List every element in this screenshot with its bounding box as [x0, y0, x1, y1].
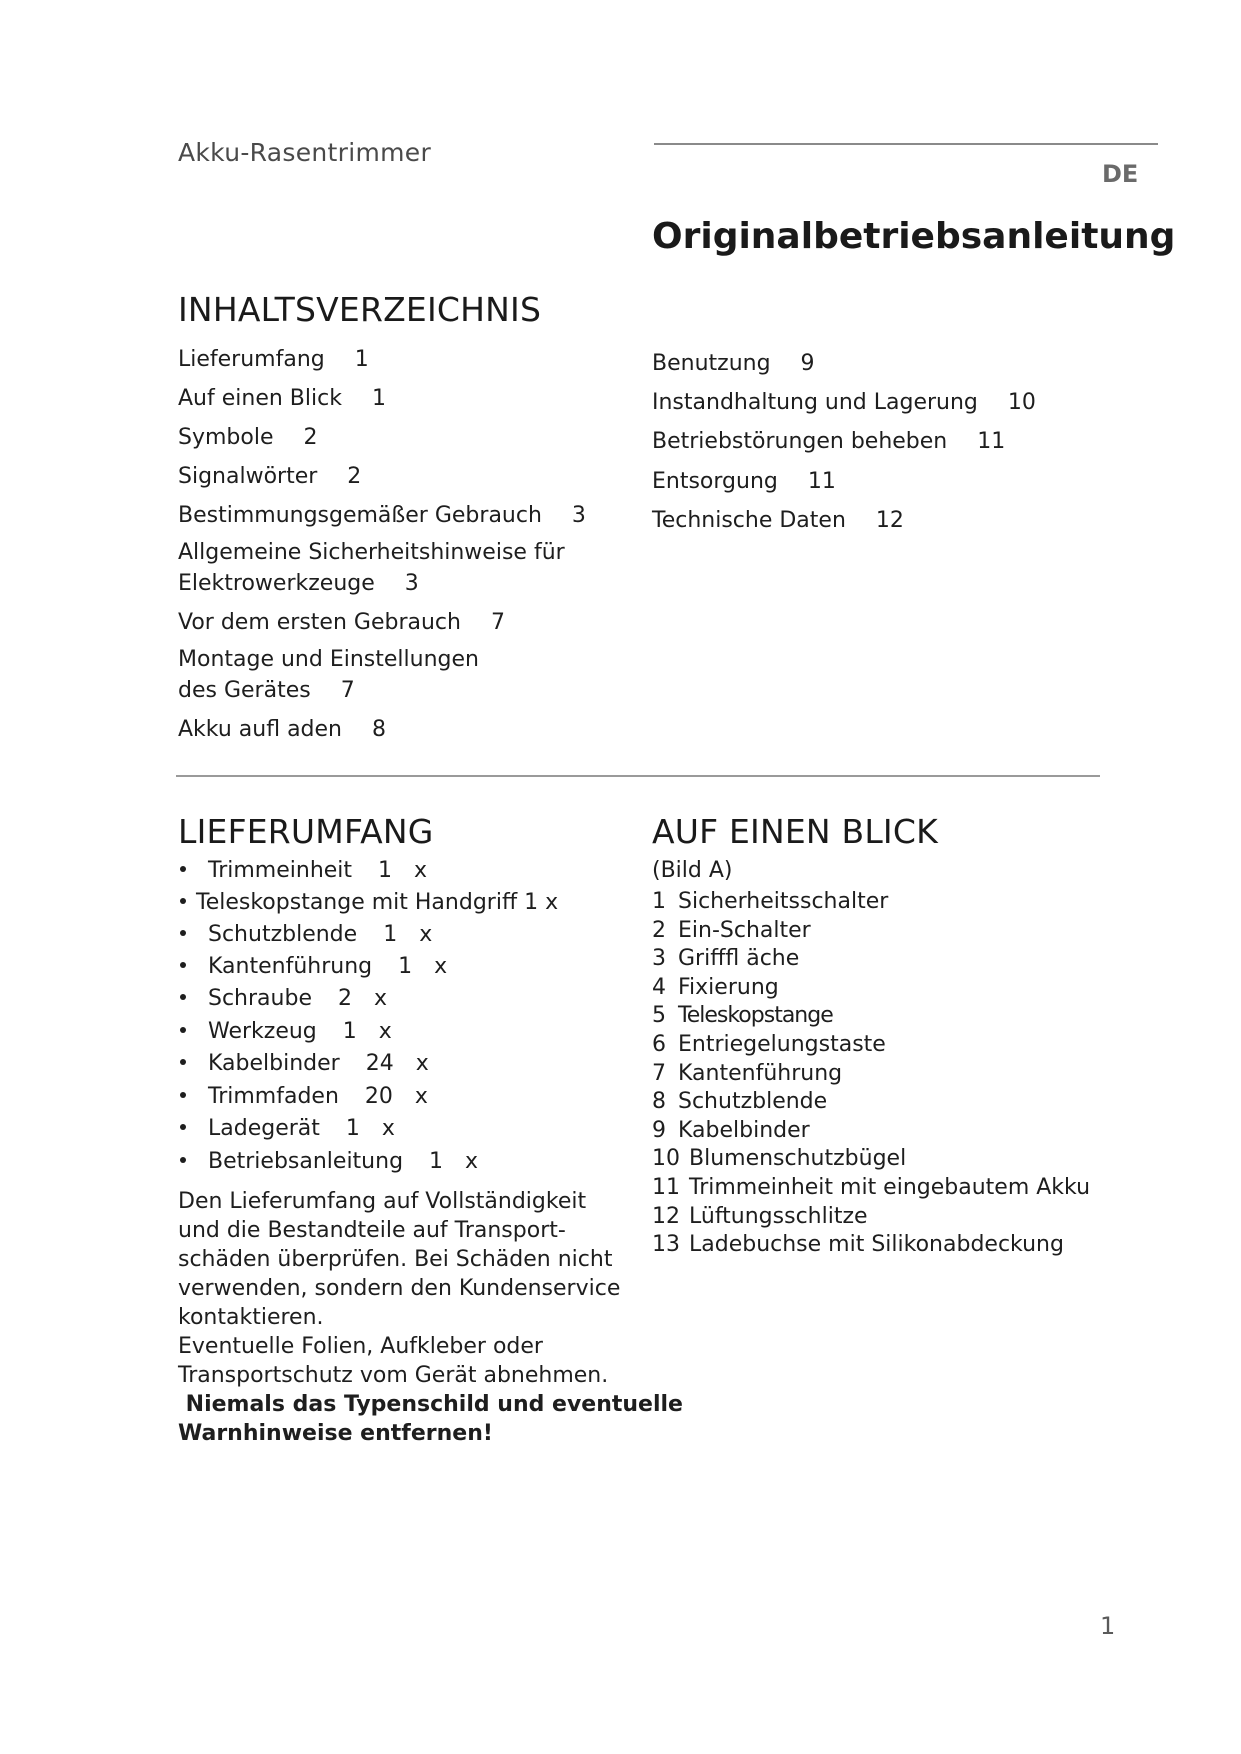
instruction-line: Transportschutz vom Gerät abnehmen. — [178, 1363, 609, 1388]
instruction-line: kontaktieren. — [178, 1305, 324, 1330]
toc-entry[interactable]: Akku aufl aden 8 — [178, 717, 386, 742]
toc-entry[interactable]: Allgemeine Sicherheitshinweise für — [178, 540, 565, 565]
toc-entry[interactable]: Symbole 2 — [178, 425, 318, 450]
part-item: 1 Sicherheitsschalter — [652, 889, 889, 914]
figure-reference: (Bild A) — [652, 858, 733, 883]
bullet-icon — [180, 1124, 186, 1130]
part-item: 8 Schutzblende — [652, 1089, 828, 1114]
part-item: 5 Teleskopstange — [652, 1003, 833, 1028]
warning-line: Warnhinweise entfernen! — [178, 1421, 493, 1446]
lieferumfang-heading: LIEFERUMFANG — [178, 812, 434, 851]
bullet-icon — [180, 962, 186, 968]
section-divider — [176, 775, 1100, 777]
toc-entry[interactable]: Instandhaltung und Lagerung 10 — [652, 390, 1036, 415]
product-name: Akku-Rasentrimmer — [178, 138, 432, 167]
part-item: 4 Fixierung — [652, 975, 779, 1000]
part-item: 10 Blumenschutzbügel — [652, 1146, 907, 1171]
instruction-line: Eventuelle Folien, Aufkleber oder — [178, 1334, 543, 1359]
list-item: Trimmfaden 20 x — [180, 1084, 428, 1109]
warning-line: Niemals das Typenschild und eventuelle — [178, 1392, 683, 1417]
bullet-icon — [180, 898, 186, 904]
toc-entry[interactable]: Montage und Einstellungen — [178, 647, 479, 672]
toc-heading: INHALTSVERZEICHNIS — [178, 290, 542, 329]
part-item: 7 Kantenführung — [652, 1061, 843, 1086]
list-item: Trimmeinheit 1 x — [180, 858, 427, 883]
page-number: 1 — [1100, 1612, 1116, 1640]
toc-entry[interactable]: Betriebstörungen beheben 11 — [652, 429, 1006, 454]
toc-entry[interactable]: Benutzung 9 — [652, 351, 815, 376]
instruction-line: Den Lieferumfang auf Vollständigkeit — [178, 1189, 587, 1214]
list-item: Werkzeug 1 x — [180, 1019, 392, 1044]
list-item: Kabelbinder 24 x — [180, 1051, 429, 1076]
part-item: 13 Ladebuchse mit Silikonabdeckung — [652, 1232, 1064, 1257]
bullet-icon — [180, 866, 186, 872]
auf-einen-blick-heading: AUF EINEN BLICK — [652, 812, 938, 851]
bullet-icon — [180, 1092, 186, 1098]
toc-entry[interactable]: Entsorgung 11 — [652, 469, 836, 494]
part-item: 11 Trimmeinheit mit eingebautem Akku — [652, 1175, 1091, 1200]
list-item: Teleskopstange mit Handgriff 1 x — [180, 890, 558, 915]
instruction-line: verwenden, sondern den Kundenservice — [178, 1276, 621, 1301]
toc-entry[interactable]: des Gerätes 7 — [178, 678, 355, 703]
toc-entry[interactable]: Auf einen Blick 1 — [178, 386, 386, 411]
list-item: Schutzblende 1 x — [180, 922, 432, 947]
toc-entry[interactable]: Signalwörter 2 — [178, 464, 362, 489]
bullet-icon — [180, 930, 186, 936]
part-item: 3 Grifffl äche — [652, 946, 800, 971]
bullet-icon — [180, 1027, 186, 1033]
instruction-line: und die Bestandteile auf Transport- — [178, 1218, 566, 1243]
bullet-icon — [180, 994, 186, 1000]
toc-entry[interactable]: Elektrowerkzeuge 3 — [178, 571, 419, 596]
bullet-icon — [180, 1157, 186, 1163]
part-item: 6 Entriegelungstaste — [652, 1032, 886, 1057]
list-item: Kantenführung 1 x — [180, 954, 447, 979]
toc-entry[interactable]: Technische Daten 12 — [652, 508, 904, 533]
part-item: 9 Kabelbinder — [652, 1118, 810, 1143]
toc-entry[interactable]: Vor dem ersten Gebrauch 7 — [178, 610, 505, 635]
document-title: Originalbetriebsanleitung — [652, 216, 1176, 257]
toc-entry[interactable]: Lieferumfang 1 — [178, 347, 369, 372]
list-item: Betriebsanleitung 1 x — [180, 1149, 478, 1174]
list-item: Schraube 2 x — [180, 986, 387, 1011]
bullet-icon — [180, 1059, 186, 1065]
language-code: DE — [1102, 160, 1139, 188]
part-item: 12 Lüftungsschlitze — [652, 1204, 868, 1229]
header-divider — [654, 143, 1158, 145]
part-item: 2 Ein-Schalter — [652, 918, 811, 943]
toc-entry[interactable]: Bestimmungsgemäßer Gebrauch 3 — [178, 503, 586, 528]
lieferumfang-instructions — [178, 1187, 683, 1448]
list-item: Ladegerät 1 x — [180, 1116, 395, 1141]
instruction-line: schäden überprüfen. Bei Schäden nicht — [178, 1247, 613, 1272]
